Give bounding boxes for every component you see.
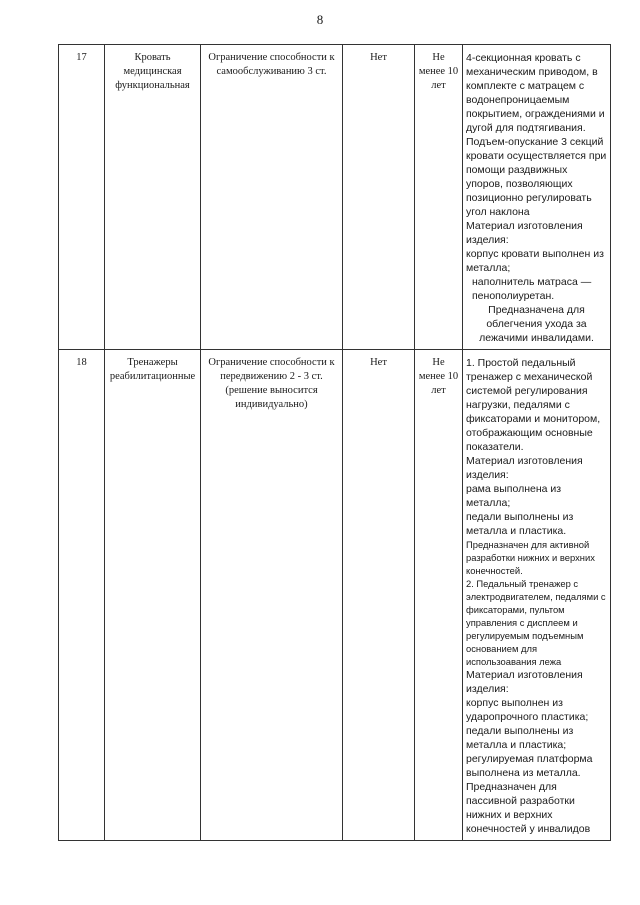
column-4-value: Нет	[343, 45, 415, 350]
description-line: 1. Простой педальный тренажер с механической системой регулирования нагрузки, педалями с фиксаторами и монитором, отображающим основные показатели.	[466, 357, 601, 453]
description-line: педали выполнены из металла и пластика.	[466, 511, 574, 537]
description-line: Материал изготовления изделия:	[466, 220, 583, 246]
restriction-note: (решение выносится индивидуально)	[225, 385, 318, 410]
description-line: наполнитель матраса — пенополиуретан.	[472, 276, 592, 302]
purpose: Предназначен для активной разработки нижних и верхних конечностей.	[466, 539, 595, 576]
description-line: Подъем-опускание 3 секций кровати осуществляется при помощи раздвижных упоров, позволяющих позиционно регулировать угол наклона	[466, 136, 607, 218]
description-line: корпус кровати выполнен из металла;	[466, 248, 604, 274]
aids-table	[58, 44, 611, 841]
service-term: Не менее 10 лет	[415, 45, 463, 350]
purpose: Предназначена для облегчения ухода за лежачими инвалидами.	[479, 304, 594, 344]
row-number: 17	[59, 45, 105, 350]
table-row	[59, 350, 611, 841]
restriction	[201, 45, 343, 350]
table-row	[59, 45, 611, 350]
description-line: 4-секционная кровать с механическим приводом, в комплекте с матрацем с водонепроницаемым покрытием, ограждениями и дугой для подтягивания.	[466, 52, 605, 134]
description	[463, 45, 611, 350]
description-line: педали выполнены из металла и пластика;	[466, 725, 574, 751]
restriction	[201, 350, 343, 841]
restriction-text: Ограничение способности к самообслуживанию 3 ст.	[208, 52, 335, 77]
service-term: Не менее 10 лет	[415, 350, 463, 841]
description-line: 2. Педальный тренажер с электродвигателем, педалями с фиксаторами, пультом управления с дисплеем и регулируемым подъемным основанием для использоавания лежа	[466, 578, 606, 667]
restriction-text: Ограничение способности к передвижению 2 - 3 ст.	[208, 357, 335, 382]
description-line: регулируемая платформа выполнена из металла.	[466, 753, 593, 779]
column-4-value: Нет	[343, 350, 415, 841]
purpose: Предназначен для пассивной разработки нижних и верхних конечностей у инвалидов	[466, 781, 591, 835]
item-name: Тренажеры реабилитационные	[105, 350, 201, 841]
description-line: Материал изготовления изделия:	[466, 669, 583, 695]
description	[463, 350, 611, 841]
item-name: Кровать медицинская функциональная	[105, 45, 201, 350]
page-number: 8	[316, 12, 324, 27]
description-line: рама выполнена из металла;	[466, 483, 562, 509]
row-number: 18	[59, 350, 105, 841]
description-line: корпус выполнен из ударопрочного пластика;	[466, 697, 589, 723]
description-line: Материал изготовления изделия:	[466, 455, 583, 481]
